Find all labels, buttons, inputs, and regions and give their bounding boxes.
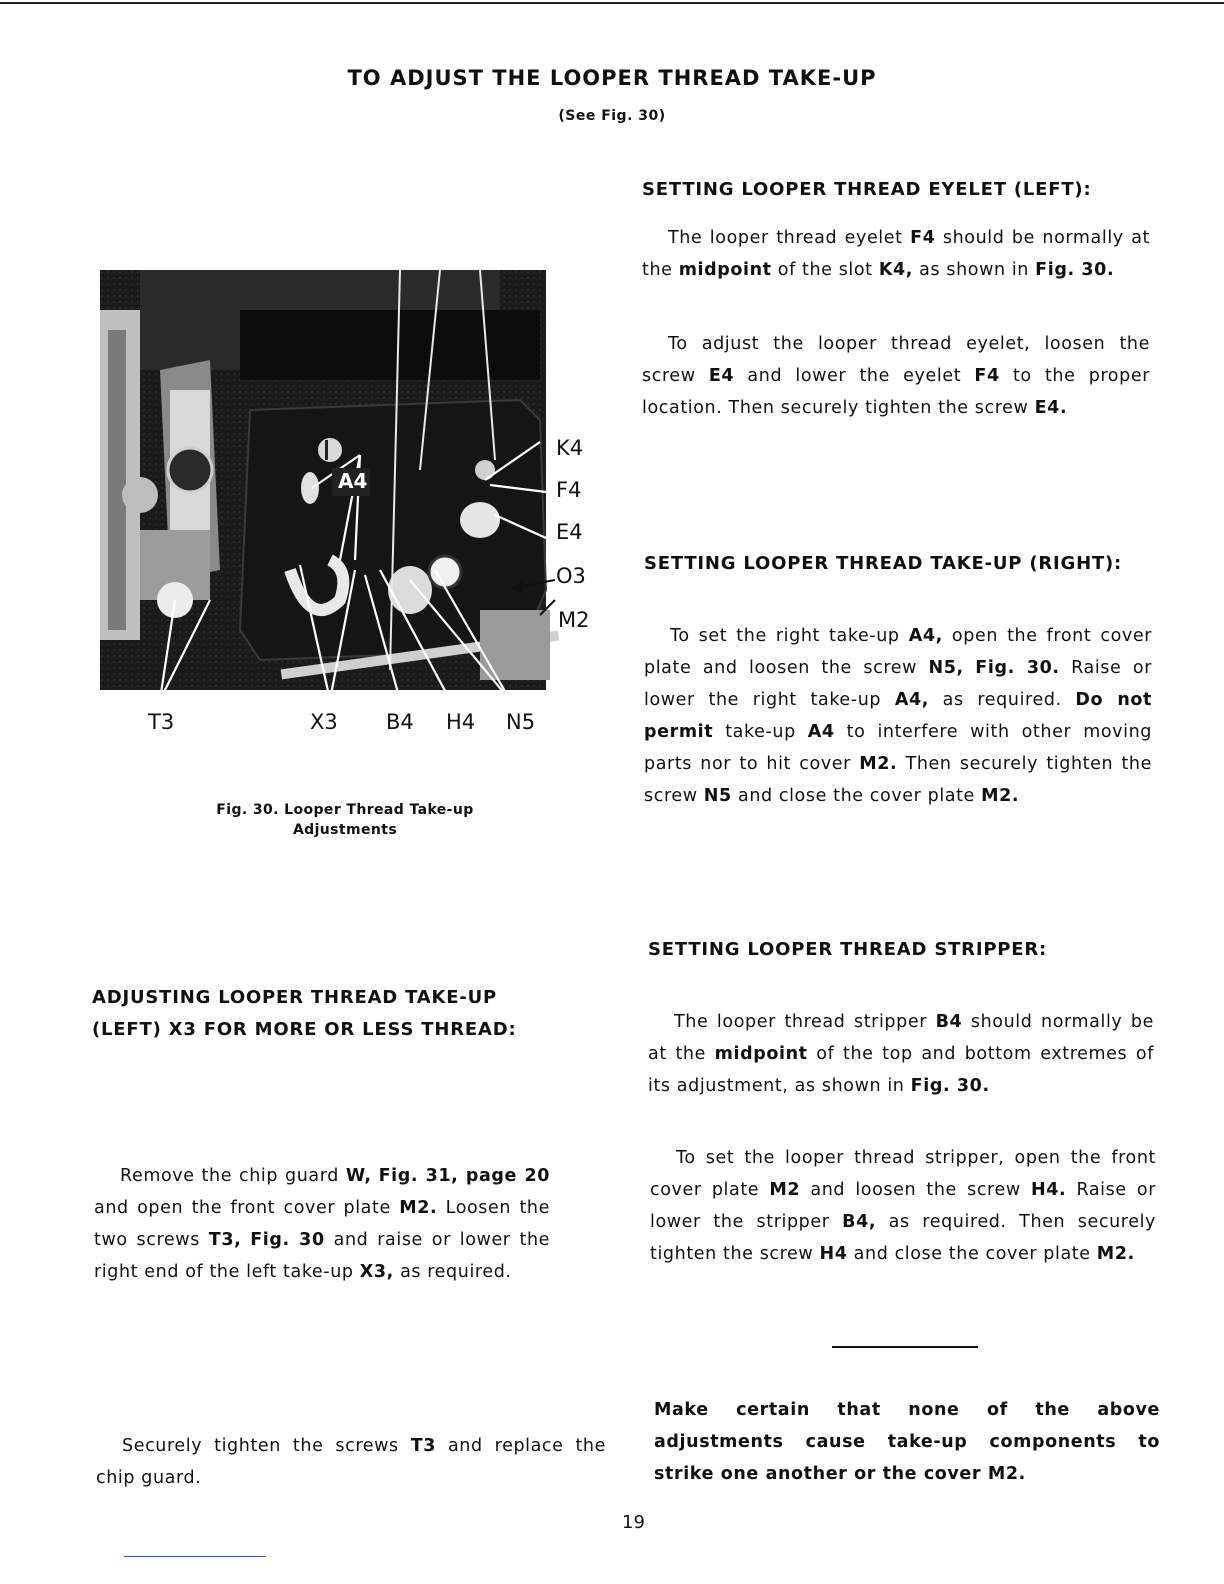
figure-caption <box>190 800 500 840</box>
page-number: 19 <box>622 1512 645 1533</box>
stripper-paragraph-2: To set the looper thread stripper, open the front cover plate M2 and loosen the screw H4. Raise or lower the stripper B4, as required. Then securely tighten the screw H4 and close the cover plate M2. <box>650 1148 1156 1264</box>
takeup-left-heading <box>92 982 516 1046</box>
label-m2: M2 <box>558 608 590 632</box>
warning-note: Make certain that none of the above adjustments cause take-up components to strike one another or the cover M2. <box>654 1400 1160 1484</box>
takeup-right-heading: SETTING LOOPER THREAD TAKE-UP (RIGHT): <box>644 553 1123 574</box>
top-border-line <box>0 2 1224 4</box>
eyelet-paragraph-1: The looper thread eyelet F4 should be normally at the midpoint of the slot K4, as shown in Fig. 30. <box>642 228 1150 280</box>
page-subtitle: (See Fig. 30) <box>558 108 666 124</box>
caption-line-2: Adjustments <box>292 822 398 838</box>
label-o3: O3 <box>556 564 586 588</box>
takeup-right-paragraph: To set the right take-up A4, open the front cover plate and loosen the screw N5, Fig. 30. Raise or lower the right take-up A4, as required. Do not permit take-up A4 to interfere with other moving parts nor to hit cover M2. Then securely tighten the screw N5 and close the cover plate M2. <box>644 626 1152 806</box>
machine-photo <box>100 270 600 740</box>
eyelet-paragraph-2: To adjust the looper thread eyelet, loosen the screw E4 and lower the eyelet F4 to the proper location. Then securely tighten the screw E4. <box>642 334 1150 418</box>
takeup-left-paragraph-1: Remove the chip guard W, Fig. 31, page 20 and open the front cover plate M2. Loosen the two screws T3, Fig. 30 and raise or lower the right end of the left take-up X3, as required. <box>94 1166 551 1282</box>
label-n5: N5 <box>506 710 536 734</box>
label-k4: K4 <box>556 436 584 460</box>
takeup-left-paragraph-2: Securely tighten the screws T3 and replace the chip guard. <box>96 1436 606 1488</box>
section-divider <box>832 1346 978 1348</box>
stripper-heading: SETTING LOOPER THREAD STRIPPER: <box>648 939 1048 960</box>
footer-line <box>124 1556 266 1557</box>
label-x3: X3 <box>310 710 338 734</box>
eyelet-heading: SETTING LOOPER THREAD EYELET (LEFT): <box>642 179 1092 200</box>
label-b4: B4 <box>386 710 414 734</box>
takeup-left-heading-line-2: (LEFT) X3 FOR MORE OR LESS THREAD: <box>92 1019 517 1040</box>
page-title: TO ADJUST THE LOOPER THREAD TAKE-UP <box>347 66 877 90</box>
takeup-left-heading-line-1: ADJUSTING LOOPER THREAD TAKE-UP <box>92 987 498 1008</box>
caption-line-1: Fig. 30. Looper Thread Take-up <box>216 802 474 818</box>
figure-30 <box>100 270 600 740</box>
label-t3: T3 <box>148 710 175 734</box>
label-h4: H4 <box>446 710 476 734</box>
label-e4: E4 <box>556 520 583 544</box>
label-a4: A4 <box>338 469 368 493</box>
stripper-paragraph-1: The looper thread stripper B4 should normally be at the midpoint of the top and bottom extremes of its adjustment, as shown in Fig. 30. <box>648 1012 1155 1096</box>
label-f4: F4 <box>556 478 582 502</box>
